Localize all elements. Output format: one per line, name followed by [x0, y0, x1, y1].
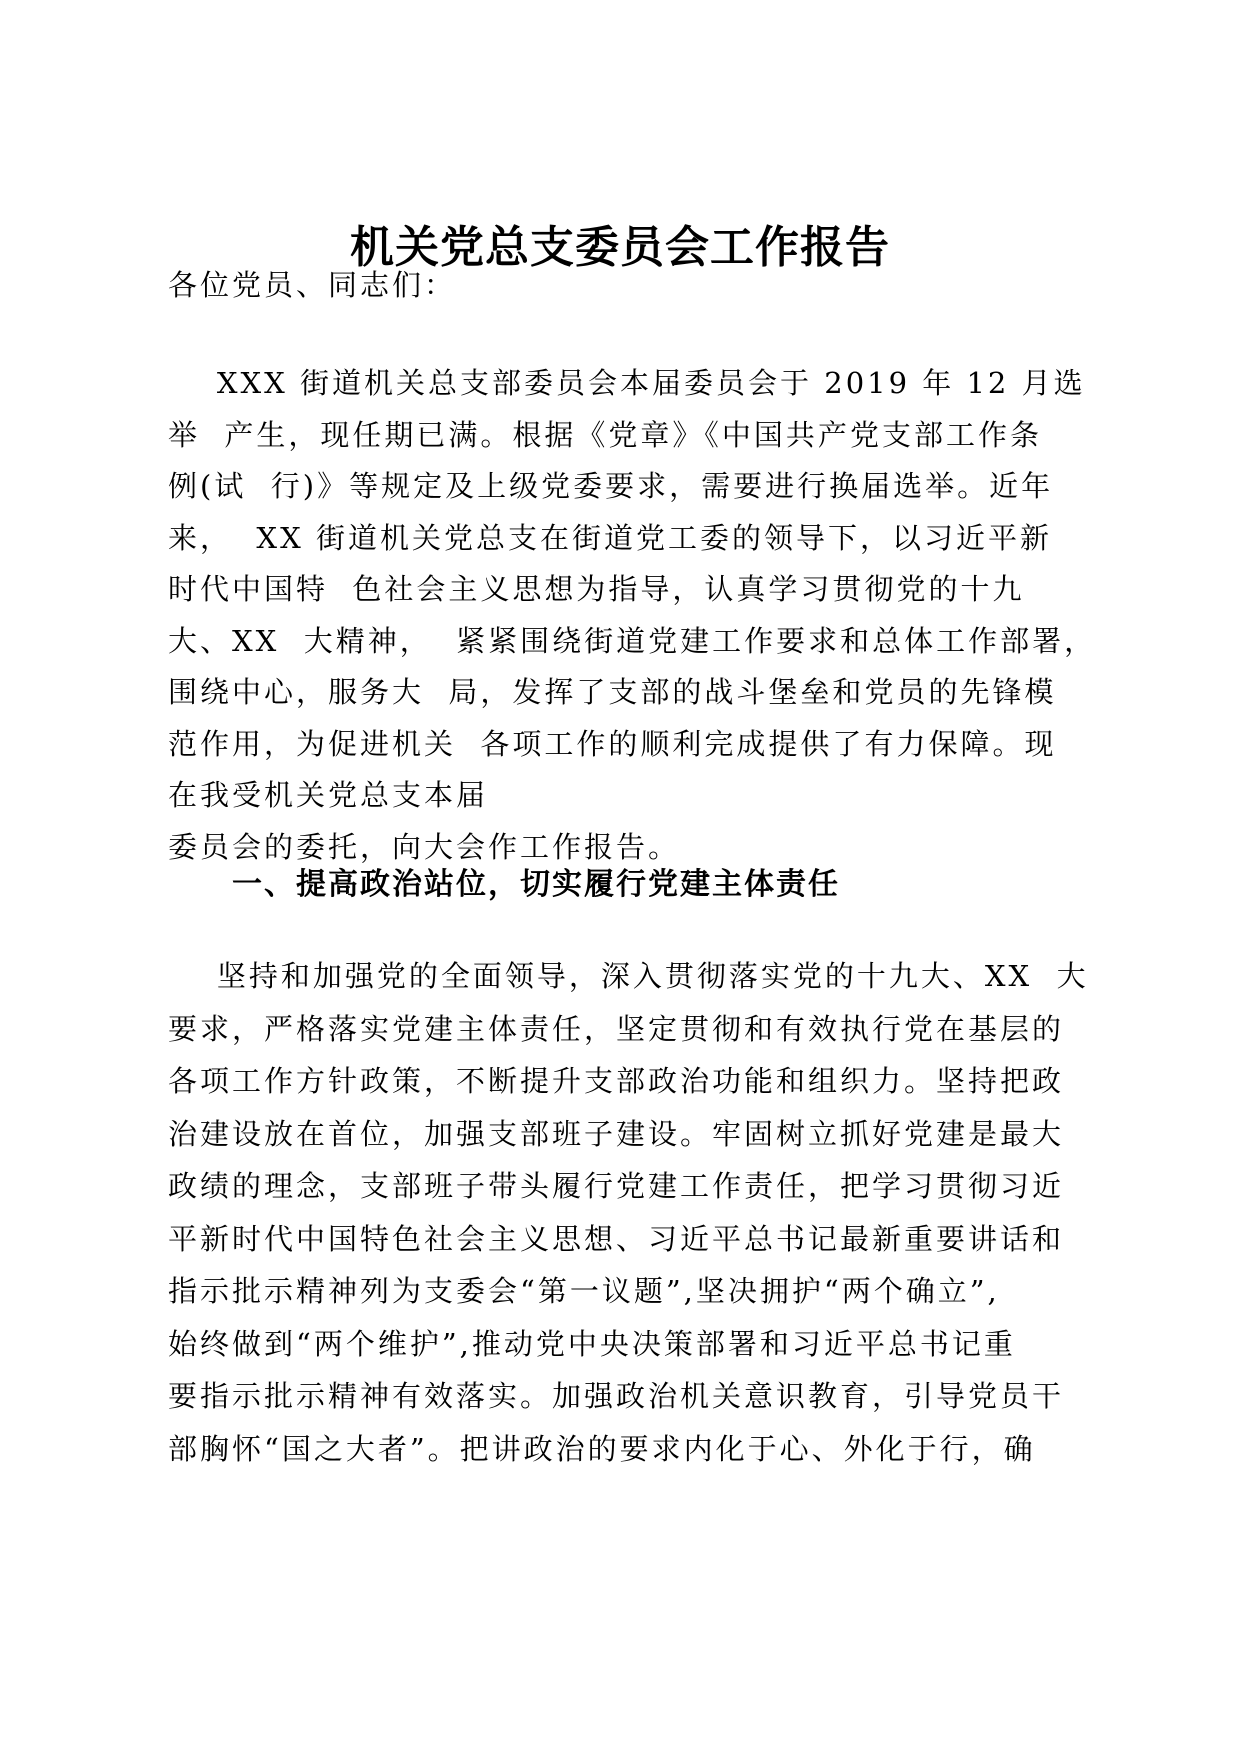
paragraph-line: 围绕中心，服务大 局，发挥了支部的战斗堡垒和党员的先锋模	[168, 675, 1057, 709]
paragraph-line: 平新时代中国特色社会主义思想、习近平总书记最新重要讲话和	[168, 1221, 1065, 1256]
paragraph-line: 要求，严格落实党建主体责任，坚定贯彻和有效执行党在基层的	[168, 1011, 1065, 1046]
paragraph-line: 时代中国特 色社会主义思想为指导，认真学习贯彻党的十九	[168, 572, 1025, 606]
paragraph-line: XXX 街道机关总支部委员会本届委员会于 2019 年 12 月选	[168, 366, 1086, 400]
salutation-line: 各位党员、同志们：	[168, 268, 457, 302]
paragraph-line: 范作用，为促进机关 各项工作的顺利完成提供了有力保障。现	[168, 726, 1057, 761]
paragraph-line: 部胸怀“国之大者”。把讲政治的要求内化于心、外化于行，确	[168, 1431, 1036, 1466]
paragraph-line: 要指示批示精神有效落实。加强政治机关意识教育，引导党员干	[168, 1379, 1065, 1413]
paragraph-line: 来， XX 街道机关党总支在街道党工委的领导下，以习近平新	[168, 520, 1052, 555]
paragraph-1	[168, 358, 1097, 873]
document-title: 机关党总支委员会工作报告	[350, 222, 890, 273]
paragraph-line: 政绩的理念，支部班子带头履行党建工作责任，把学习贯彻习近	[168, 1169, 1065, 1203]
paragraph-line: 各项工作方针政策，不断提升支部政治功能和组织力。坚持把政	[168, 1064, 1065, 1098]
paragraph-line: 委员会的委托，向大会作工作报告。	[168, 829, 681, 864]
paragraph-line: 坚持和加强党的全面领导，深入贯彻落实党的十九大、XX 大	[168, 959, 1089, 993]
section-1-heading: 一、提高政治站位，切实履行党建主体责任	[232, 867, 840, 902]
paragraph-line: 治建设放在首位，加强支部班子建设。牢固树立抓好党建是最大	[168, 1116, 1065, 1151]
paragraph-line: 指示批示精神列为支委会“第一议题”,坚决拥护“两个确立”,	[168, 1274, 1000, 1308]
paragraph-line: 在我受机关党总支本届	[168, 778, 489, 812]
paragraph-line: 举 产生，现任期已满。根据《党章》《中国共产党支部工作条	[168, 417, 1042, 452]
salutation	[168, 262, 1088, 308]
paragraph-line: 例(试 行)》等规定及上级党委要求，需要进行换届选举。近年	[168, 469, 1054, 503]
paragraph-2	[168, 950, 1088, 1475]
paragraph-line: 始终做到“两个维护”,推动党中央决策部署和习近平总书记重	[168, 1326, 1016, 1361]
paragraph-line: 大、XX 大精神， 紧紧围绕街道党建工作要求和总体工作部署，	[168, 623, 1097, 658]
